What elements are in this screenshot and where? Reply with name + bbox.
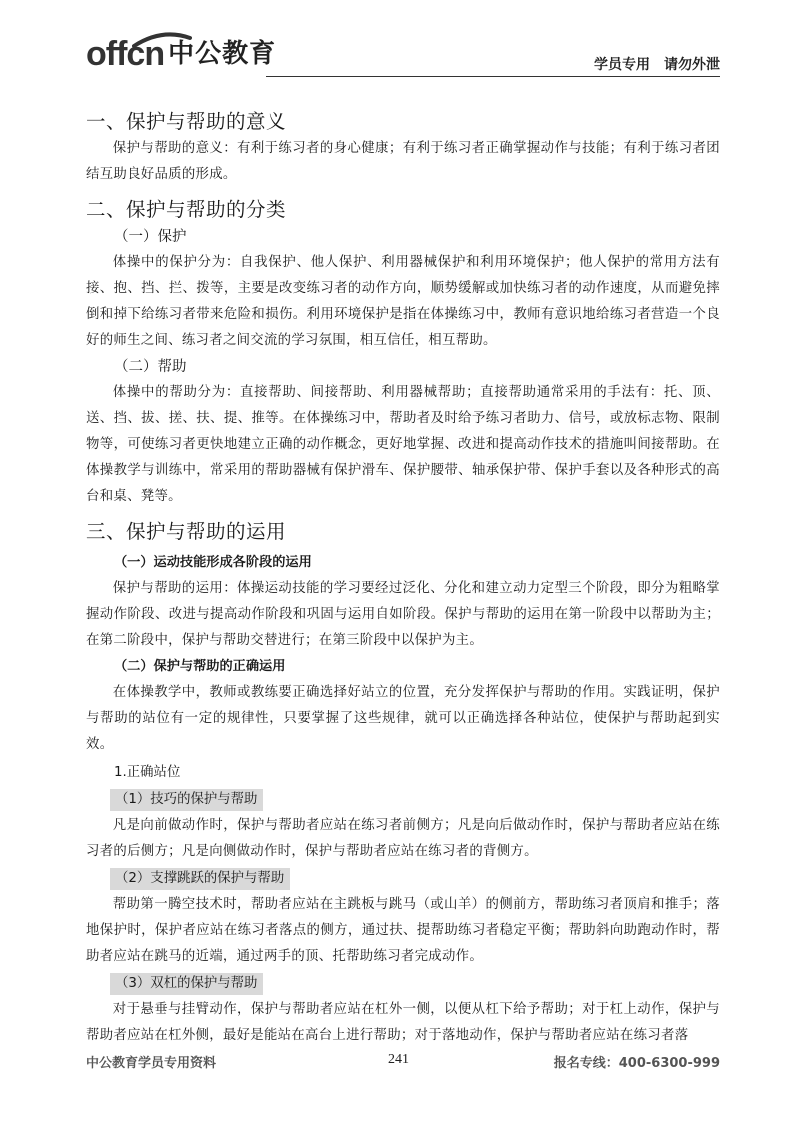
section2-sub2-title: （二）帮助 — [114, 359, 187, 375]
header-notice: 学员专用 请勿外泄 — [594, 57, 720, 73]
page-body — [86, 108, 720, 1049]
list-item-correct-position: 1.正确站位 — [114, 765, 181, 780]
header-rule — [266, 76, 720, 77]
page-number: 241 — [388, 1052, 409, 1067]
parallel-bars-paragraph: 对于悬垂与挂臂动作，保护与帮助者应站在杠外一侧，以便从杠下给予帮助；对于杠上动作，保护与帮助者应站在杠外侧，最好是能站在高台上进行帮助；对于落地动作，保护与帮助者应站在练习者落 — [86, 1002, 720, 1043]
page-header — [86, 34, 720, 80]
section2-sub1-paragraph: 体操中的保护分为：自我保护、他人保护、利用器械保护和利用环境保护；他人保护的常用方法有接、抱、挡、拦、拨等，主要是改变练习者的动作方向，顺势缓解或加快练习者的动作速度，从而避免摔倒和掉下给练习者带来危险和损伤。利用环境保护是指在体操练习中，教师有意识地给练习者营造一个良好的师生之间、练习者之间交流的学习氛围，相互信任，相互帮助。 — [86, 255, 720, 348]
highlight-heading-vault: （2）支撑跳跃的保护与帮助 — [110, 868, 290, 890]
highlight-heading-parallel-bars: （3）双杠的保护与帮助 — [110, 973, 263, 995]
section2-title: 二、保护与帮助的分类 — [86, 198, 287, 221]
tumbling-paragraph: 凡是向前做动作时，保护与帮助者应站在练习者前侧方；凡是向后做动作时，保护与帮助者应站在练习者的后侧方；凡是向侧做动作时，保护与帮助者应站在练习者的背侧方。 — [86, 818, 720, 859]
section1-paragraph: 保护与帮助的意义：有利于练习者的身心健康；有利于练习者正确掌握动作与技能；有利于练习者团结互助良好品质的形成。 — [86, 141, 720, 182]
section3-title: 三、保护与帮助的运用 — [86, 520, 287, 543]
highlight-heading-tumbling: （1）技巧的保护与帮助 — [110, 789, 263, 811]
section2-sub2-paragraph: 体操中的帮助分为：直接帮助、间接帮助、利用器械帮助；直接帮助通常采用的手法有：托、顶、送、挡、拔、搓、扶、提、推等。在体操练习中，帮助者及时给予练习者助力、信号，或放标志物、限制物等，可使练习者更快地建立正确的动作概念，更好地掌握、改进和提高动作技术的措施叫间接帮助。在体操教学与训练中，常采用的帮助器械有保护滑车、保护腰带、轴承保护带、保护手套以及各种形式的高台和桌、凳等。 — [86, 385, 720, 504]
section3-sub1-paragraph: 保护与帮助的运用：体操运动技能的学习要经过泛化、分化和建立动力定型三个阶段，即分为粗略掌握动作阶段、改进与提高动作阶段和巩固与运用自如阶段。保护与帮助的运用在第一阶段中以帮助为主；在第二阶段中，保护与帮助交替进行；在第三阶段中以保护为主。 — [86, 581, 720, 648]
enrollment-hotline: 报名专线：400-6300-999 — [553, 1056, 720, 1071]
logo-wordmark: offcn — [86, 35, 165, 73]
footer-label: 中公教育学员专用资料 — [86, 1056, 217, 1071]
section3-sub1-title: （一）运动技能形成各阶段的运用 — [114, 555, 312, 570]
section1-title: 一、保护与帮助的意义 — [86, 110, 287, 133]
logo-arc-icon — [132, 32, 192, 48]
section3-sub2-paragraph: 在体操教学中，教师或教练要正确选择好站立的位置，充分发挥保护与帮助的作用。实践证明，保护与帮助的站位有一定的规律性，只要掌握了这些规律，就可以正确选择各种站位，使保护与帮助起到实效。 — [86, 685, 720, 752]
page-footer — [86, 1052, 720, 1074]
vault-paragraph: 帮助第一腾空技术时，帮助者应站在主跳板与跳马（或山羊）的侧前方，帮助练习者顶肩和推手；落地保护时，保护者应站在练习者落点的侧方，通过扶、提帮助练习者稳定平衡；帮助斜向助跑动作时，帮助者应站在跳马的近端，通过两手的顶、托帮助练习者完成动作。 — [86, 897, 720, 964]
section2-sub1-title: （一）保护 — [114, 229, 187, 245]
section3-sub2-title: （二）保护与帮助的正确运用 — [114, 659, 286, 674]
logo-chinese-name: 中公教育 — [168, 39, 277, 69]
offcn-logo — [86, 34, 276, 74]
